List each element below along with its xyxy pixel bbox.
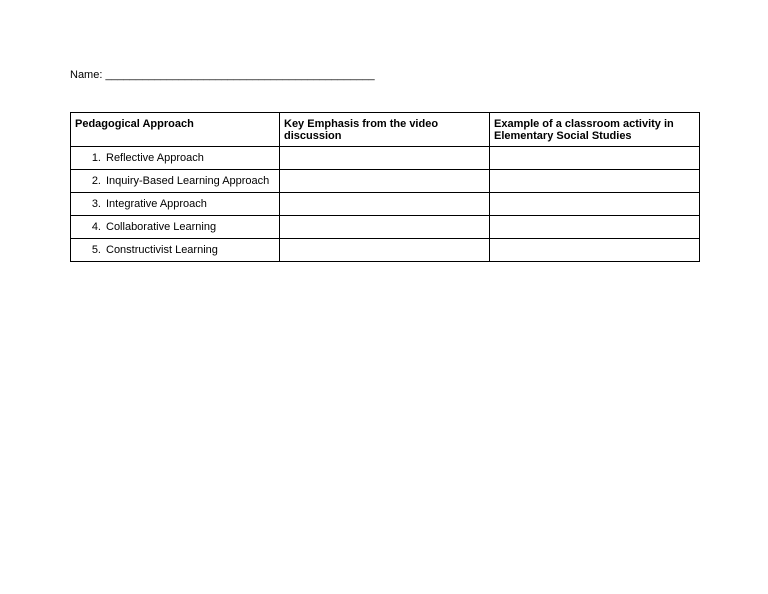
example-cell[interactable] <box>490 170 700 193</box>
emphasis-cell[interactable] <box>280 239 490 262</box>
approach-cell <box>71 147 280 170</box>
table-header-row <box>71 113 700 147</box>
example-cell[interactable] <box>490 147 700 170</box>
approach-cell <box>71 170 280 193</box>
approach-cell <box>71 239 280 262</box>
emphasis-cell[interactable] <box>280 147 490 170</box>
item-number: 2. <box>91 174 101 187</box>
header-classroom-example: Example of a classroom activity in Elementary Social Studies <box>490 113 700 147</box>
emphasis-cell[interactable] <box>280 193 490 216</box>
approach-cell <box>71 216 280 239</box>
approach-label: Constructivist Learning <box>106 243 218 256</box>
header-key-emphasis: Key Emphasis from the video discussion <box>280 113 490 147</box>
approach-label: Reflective Approach <box>106 151 204 164</box>
table-row <box>71 193 700 216</box>
item-number: 5. <box>91 243 101 256</box>
approach-label: Integrative Approach <box>106 197 207 210</box>
item-number: 4. <box>91 220 101 233</box>
example-cell[interactable] <box>490 216 700 239</box>
table-row <box>71 170 700 193</box>
approach-label: Inquiry-Based Learning Approach <box>106 174 270 187</box>
item-number: 3. <box>91 197 101 210</box>
pedagogy-worksheet-table <box>70 112 700 262</box>
item-number: 1. <box>91 151 101 164</box>
table-row <box>71 239 700 262</box>
approach-cell <box>71 193 280 216</box>
approach-label: Collaborative Learning <box>106 220 217 233</box>
table-row <box>71 216 700 239</box>
name-field-line: Name: ____________________________________________ <box>70 69 375 81</box>
emphasis-cell[interactable] <box>280 170 490 193</box>
example-cell[interactable] <box>490 239 700 262</box>
emphasis-cell[interactable] <box>280 216 490 239</box>
example-cell[interactable] <box>490 193 700 216</box>
header-pedagogical-approach: Pedagogical Approach <box>71 113 280 147</box>
table-row <box>71 147 700 170</box>
